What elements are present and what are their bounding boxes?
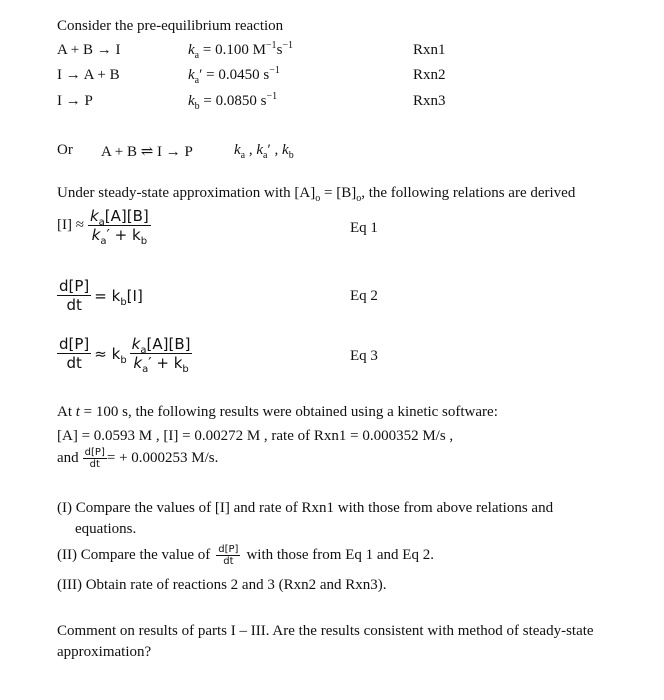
results-line-1: At t = 100 s, the following results were obtained using a kinetic software: bbox=[57, 404, 498, 420]
dp-dt-fraction: $\frac{d[P]}{dt}$ bbox=[84, 447, 105, 470]
results-line-2: [A] = 0.0593 M , [I] = 0.00272 M , rate of Rxn1 = 0.000352 M/s , bbox=[57, 428, 454, 444]
comment-line-1: Comment on results of parts I – III. Are the results consistent with method of steady-state bbox=[57, 623, 594, 639]
question-1: (I) Compare the values of [I] and rate of Rxn1 with those from above relations and bbox=[57, 500, 554, 516]
eq2-expression: $\frac{d[P]}{dt}$ = $k_b[I]$ bbox=[59, 277, 143, 314]
combined-equation: A + B ⇌ I → P bbox=[101, 144, 193, 160]
eq3-fraction-right: $\frac{k_a[A][B]}{k_a' + k_b}$ bbox=[131, 335, 191, 375]
question-3: (III) Obtain rate of reactions 2 and 3 (Rxn2 and Rxn3). bbox=[57, 577, 387, 593]
eq3-fraction-left: $\frac{d[P]}{dt}$ bbox=[59, 335, 90, 372]
question-1-continued: equations. bbox=[75, 521, 137, 537]
eq1-fraction: $\frac{k_a[A][B]}{k_a' + k_b}$ bbox=[89, 207, 149, 247]
rate-constant: $k_b = 0.0850$ $s^{-1}$ bbox=[188, 91, 278, 112]
reaction-label: Rxn2 bbox=[413, 67, 446, 83]
eq2-fraction: $\frac{d[P]}{dt}$ bbox=[59, 277, 90, 314]
ssa-statement: Under steady-state approximation with $[A]_o = [B]_o$, the following relations are derived bbox=[57, 185, 576, 204]
eq2-label: Eq 2 bbox=[350, 288, 378, 304]
reaction-label: Rxn1 bbox=[413, 42, 446, 58]
dp-dt-fraction: $\frac{d[P]}{dt}$ bbox=[218, 544, 239, 567]
eq1-label: Eq 1 bbox=[350, 220, 378, 236]
or-label: Or bbox=[57, 142, 73, 158]
results-line-3: and $\frac{d[P]}{dt}$ = + 0.000253 M/s. bbox=[57, 447, 219, 470]
intro-text: Consider the pre-equilibrium reaction bbox=[57, 18, 284, 34]
comment-line-2: approximation? bbox=[57, 644, 152, 660]
reaction-equation: I → A + B bbox=[57, 67, 120, 83]
eq3-expression: $\frac{d[P]}{dt}$ ≈ $k_b$ $\frac{k_a[A][B]}{k_a' + k_b}$ bbox=[59, 335, 191, 375]
reaction-label: Rxn3 bbox=[413, 93, 446, 109]
eq1-expression: [I] ≈ $\frac{k_a[A][B]}{k_a' + k_b}$ bbox=[57, 207, 149, 247]
rate-constant: $k_a' = 0.0450$ $s^{-1}$ bbox=[188, 65, 280, 86]
question-2: (II) Compare the value of $\frac{d[P]}{dt}$ with those from Eq 1 and Eq 2. bbox=[57, 544, 434, 567]
constants-list: $k_a$ , $k_a'$ , $k_b$ bbox=[234, 142, 294, 161]
reaction-equation: I → P bbox=[57, 93, 93, 109]
rate-constant: $k_a = 0.100$ $M^{-1}s^{-1}$ bbox=[188, 40, 294, 61]
reaction-equation: A + B → I bbox=[57, 42, 121, 58]
eq3-label: Eq 3 bbox=[350, 348, 378, 364]
